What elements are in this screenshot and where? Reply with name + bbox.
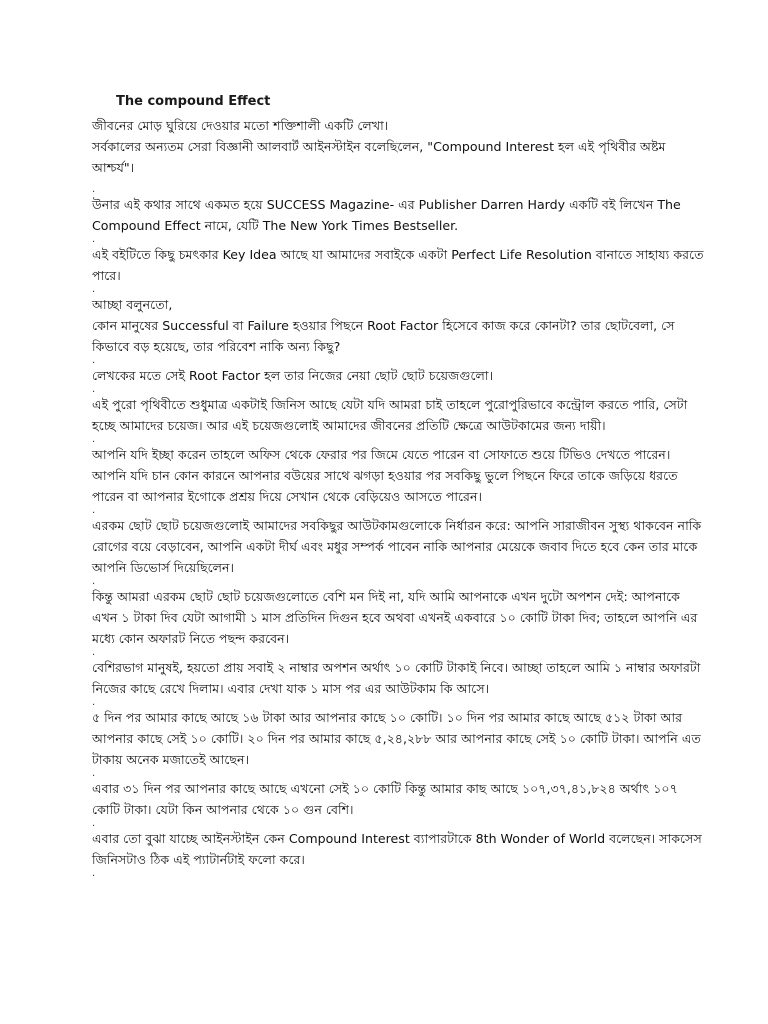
paragraph-11: কিন্তু আমরা এরকম ছোট ছোট চয়েজগুলোতে বেশি মন দিই না, যদি আমি আপনাকে এখন দুটো অপশন দেই: আপনাকে এখন ১ টাকা দিব যেটা আগামী ১ মাস প্রতিদিন দিগুন হবে অথবা এখনই একবারে ১০ কোটি টাকা দিব; তাহলে আপনি এর মধ্যে কোন অফারট নিতে পছন্দ করবেন। [92, 589, 698, 646]
paragraph-5: আচ্ছা বলুনতো, [92, 297, 173, 312]
paragraph-10: এরকম ছোট ছোট চয়েজগুলোই আমাদের সবকিছুর আউটকামগুলোকে নির্ধারন করে: আপনি সারাজীবন সুস্থ্য থাকবেন নাকি রোগের বয়ে বেড়াবেন, আপনি একটা দীর্ঘ এবং মধুর সম্পর্ক পাবেন নাকি আপনার মেয়েকে জবাব দিতে হবে কেন তার মাকে আপনি ডিভোর্স দিয়েছিলেন। [92, 518, 702, 575]
paragraph-7: লেখকের মতে সেই Root Factor হল তার নিজের নেয়া ছোট ছোট চয়েজগুলো। [92, 368, 494, 383]
paragraph-1: জীবনের মোড় ঘুরিয়ে দেওয়ার মতো শক্তিশালী একটি লেখা। [92, 118, 389, 133]
paragraph-6: কোন মানুষের Successful বা Failure হওয়ার পিছনে Root Factor হিসেবে কাজ করে কোনটা? তার ছোটবেলা, সে কিভাবে বড় হয়েছে, তার পরিবেশ নাকি অন্য কিছু? [92, 318, 675, 354]
separator-dot: . [92, 434, 96, 445]
paragraph-8: এই পুরো পৃথিবীতে শুধুমাত্র একটাই জিনিস আছে যেটা যদি আমরা চাই তাহলে পুরোপুরিভাবে কন্ট্রোল করতে পারি, সেটা হচ্ছে আমাদের চয়েজ। আর এই চয়েজগুলোই আমাদের জীবনের প্রতিটি ক্ষেত্রে আউটকামের জন্য দায়ী। [92, 397, 688, 433]
paragraph-gap [92, 178, 708, 186]
paragraph-9: আপনি যদি ইচ্ছা করেন তাহলে অফিস থেকে ফেরার পর জিমে যেতে পারেন বা সোফাতে শুয়ে টিভিও দেখতে পারেন। আপনি যদি চান কোন কারনে আপনার বউয়ের সাথে ঝগড়া হওয়ার পর সবকিছু ভুলে পিছনে ফিরে তাকে জড়িয়ে ধরতে পারেন বা আপনার ইগোকে প্রশ্রয় দিয়ে সেখান থেকে বেড়িয়েও আসতে পারেন। [92, 447, 678, 504]
separator-dot: . [92, 355, 96, 366]
separator-dot: . [92, 576, 96, 587]
separator-dot: . [92, 184, 96, 195]
separator-dot: . [92, 697, 96, 708]
paragraph-13: ৫ দিন পর আমার কাছে আছে ১৬ টাকা আর আপনার কাছে ১০ কোটি। ১০ দিন পর আমার কাছে আছে ৫১২ টাকা আর আপনার কাছে সেই ১০ কোটি। ২০ দিন পর আমার কাছে ৫,২৪,২৮৮ আর আপনার কাছে সেই ১০ কোটি টাকা। আপনি এত টাকায় অনেক মজাতেই আছেন। [92, 710, 701, 767]
separator-dot: . [92, 234, 96, 245]
paragraph-14: এবার ৩১ দিন পর আপনার কাছে আছে এখনো সেই ১০ কোটি কিন্তু আমার কাছ আছে ১০৭,৩৭,৪১,৮২৪ অর্থাৎ ১০৭ কোটি টাকা। যেটা কিন আপনার থেকে ১০ গুন বেশি। [92, 781, 678, 817]
separator-dot: . [92, 818, 96, 829]
paragraph-15: এবার তো বুঝা যাচ্ছে আইনস্টাইন কেন Compound Interest ব্যাপারটাকে 8th Wonder of World বলেছেন। সাকসেস জিনিসটাও ঠিক এই প্যাটার্নটাই ফলো করে। [92, 831, 702, 867]
paragraph-2: সর্বকালের অন্যতম সেরা বিজ্ঞানী আলবার্ট আইনস্টাইন বলেছিলেন, "Compound Interest হল এই পৃথিবীর অষ্টম আশ্চর্য"। [92, 139, 666, 175]
separator-dot: . [92, 768, 96, 779]
document-title: The compound Effect [116, 94, 271, 109]
paragraph-3: উনার এই কথার সাথে একমত হয়ে SUCCESS Magazine- এর Publisher Darren Hardy একটি বই লিখেন The Compound Effect নামে, যেটি The New York Times Bestseller. [92, 197, 681, 233]
paragraph-12: বেশিরভাগ মানুষই, হয়তো প্রায় সবাই ২ নাম্বার অপশন অর্থাৎ ১০ কোটি টাকাই নিবে। আচ্ছা তাহলে আমি ১ নাম্বার অফারটা নিজের কাছে রেখে দিলাম। এবার দেখা যাক ১ মাস পর এর আউটকাম কি আসে। [92, 660, 701, 696]
paragraph-4: এই বইটিতে কিছু চমৎকার Key Idea আছে যা আমাদের সবাইকে একটা Perfect Life Resolution বানাতে সাহায্য করতে পারে। [92, 247, 704, 283]
separator-dot: . [92, 647, 96, 658]
separator-dot: . [92, 284, 96, 295]
separator-dot: . [92, 505, 96, 516]
separator-dot: . [92, 384, 96, 395]
separator-dot: . [92, 868, 96, 879]
